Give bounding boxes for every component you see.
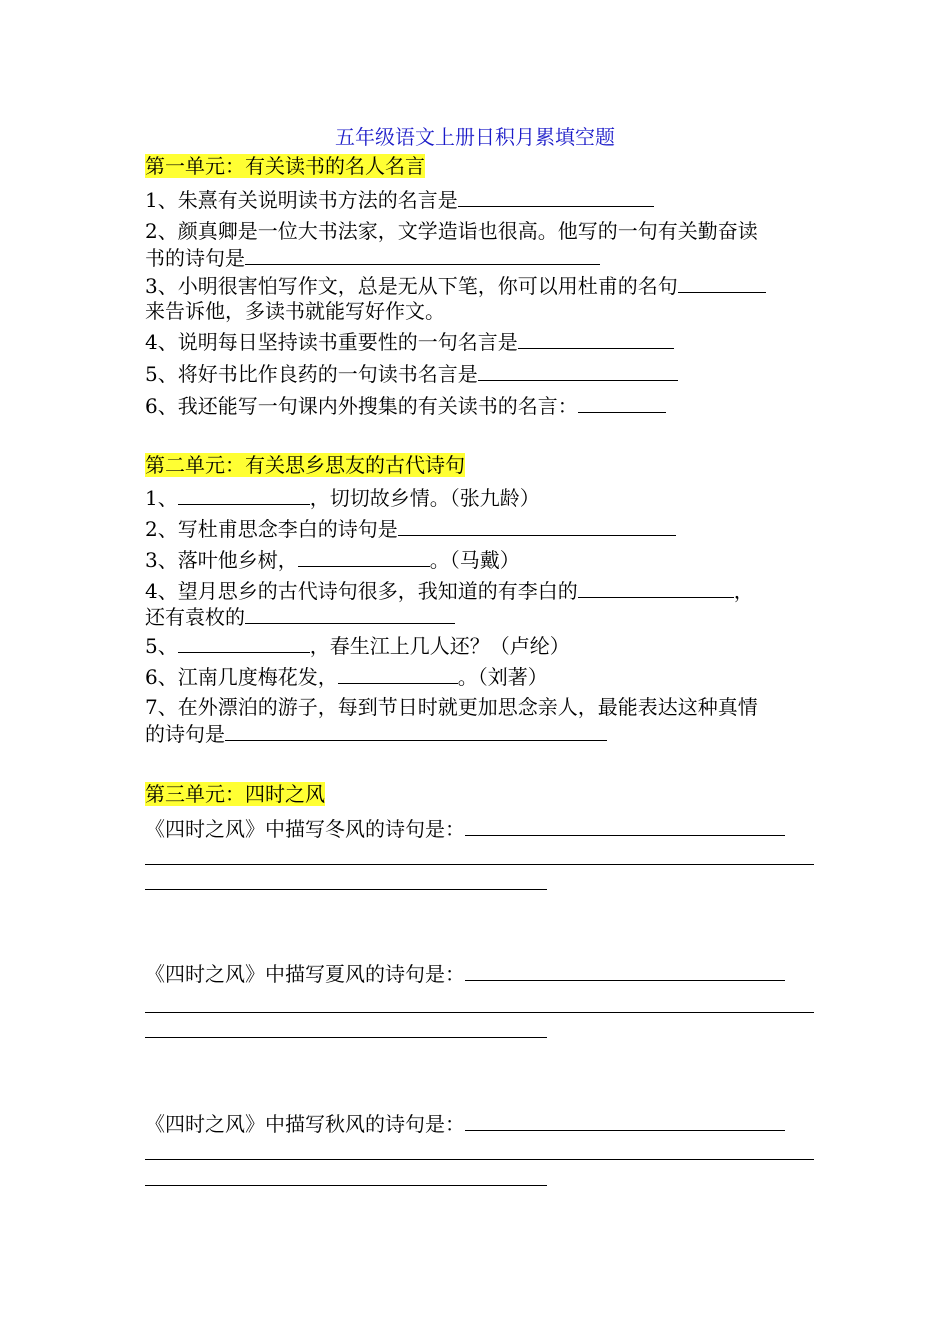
question-text: 《四时之风》中描写冬风的诗句是：: [145, 817, 465, 841]
question-text: 2、写杜甫思念李白的诗句是: [145, 517, 398, 541]
question-1-3-line2: 来告诉他，多读书就能写好作文。: [145, 299, 445, 323]
question-text: 5、: [145, 634, 178, 658]
question-text: 1、: [145, 486, 178, 510]
answer-blank[interactable]: [298, 546, 430, 567]
question-text: 5、将好书比作良药的一句读书名言是: [145, 362, 478, 386]
answer-blank[interactable]: [518, 328, 674, 349]
question-2-2: [145, 515, 676, 542]
question-3-winter: [145, 815, 785, 842]
question-text: 。（刘著）: [457, 665, 548, 689]
section-heading-2: [145, 452, 465, 478]
answer-line[interactable]: [145, 1037, 547, 1038]
question-1-1: [145, 186, 654, 213]
answer-blank[interactable]: [245, 244, 600, 265]
section-heading-text: 第三单元：四时之风: [145, 782, 325, 806]
question-2-7-line2: [145, 720, 607, 747]
question-text: 4、说明每日坚持读书重要性的一句名言是: [145, 330, 518, 354]
answer-line[interactable]: [145, 889, 547, 890]
section-heading-1: [145, 153, 425, 179]
question-1-5: [145, 360, 678, 387]
question-2-1: [145, 484, 540, 511]
question-1-2-line2: [145, 244, 600, 271]
answer-blank[interactable]: [398, 515, 676, 536]
question-1-6: [145, 392, 666, 419]
question-text: 还有袁枚的: [145, 605, 245, 629]
question-2-4-line2: [145, 603, 455, 630]
question-text: ，: [733, 579, 754, 603]
question-2-7-line1: 7、在外漂泊的游子，每到节日时就更加思念亲人，最能表达这种真情: [145, 695, 758, 719]
question-2-4-line1: [145, 577, 754, 604]
question-2-5: [145, 632, 570, 659]
answer-blank[interactable]: [465, 960, 785, 981]
question-1-4: [145, 328, 674, 355]
answer-blank[interactable]: [678, 272, 766, 293]
question-2-3: [145, 546, 520, 573]
section-heading-3: [145, 781, 325, 807]
answer-blank[interactable]: [578, 577, 734, 598]
answer-blank[interactable]: [465, 1110, 785, 1131]
question-1-2-line1: 2、颜真卿是一位大书法家，文学造诣也很高。他写的一句有关勤奋读: [145, 219, 758, 243]
answer-blank[interactable]: [245, 603, 455, 624]
question-text: ，春生江上几人还？（卢纶）: [309, 634, 570, 658]
question-1-3-line1: [145, 272, 766, 299]
section-heading-text: 第二单元：有关思乡思友的古代诗句: [145, 453, 465, 477]
answer-blank[interactable]: [578, 392, 666, 413]
question-text: 《四时之风》中描写秋风的诗句是：: [145, 1112, 465, 1136]
question-text: 4、望月思乡的古代诗句很多，我知道的有李白的: [145, 579, 578, 603]
question-text: 3、落叶他乡树，: [145, 548, 298, 572]
question-3-summer: [145, 960, 785, 987]
question-text: ，切切故乡情。（张九龄）: [309, 486, 540, 510]
question-text: 1、朱熹有关说明读书方法的名言是: [145, 188, 458, 212]
answer-blank[interactable]: [478, 360, 678, 381]
answer-line[interactable]: [145, 1012, 814, 1013]
section-heading-text: 第一单元：有关读书的名人名言: [145, 154, 425, 178]
question-2-6: [145, 663, 548, 690]
question-3-autumn: [145, 1110, 785, 1137]
page-title: 五年级语文上册日积月累填空题: [335, 125, 615, 149]
answer-blank[interactable]: [178, 484, 310, 505]
question-text: 的诗句是: [145, 722, 225, 746]
answer-blank[interactable]: [458, 186, 654, 207]
question-text: 6、我还能写一句课内外搜集的有关读书的名言：: [145, 394, 578, 418]
answer-blank[interactable]: [225, 720, 607, 741]
answer-line[interactable]: [145, 1159, 814, 1160]
question-text: 3、小明很害怕写作文，总是无从下笔，你可以用杜甫的名句: [145, 274, 678, 298]
answer-blank[interactable]: [465, 815, 785, 836]
answer-blank[interactable]: [338, 663, 458, 684]
question-text: 6、江南几度梅花发，: [145, 665, 338, 689]
answer-blank[interactable]: [178, 632, 310, 653]
question-text: 。（马戴）: [429, 548, 520, 572]
answer-line[interactable]: [145, 864, 814, 865]
question-text: 《四时之风》中描写夏风的诗句是：: [145, 962, 465, 986]
answer-line[interactable]: [145, 1185, 547, 1186]
question-text: 书的诗句是: [145, 246, 245, 270]
